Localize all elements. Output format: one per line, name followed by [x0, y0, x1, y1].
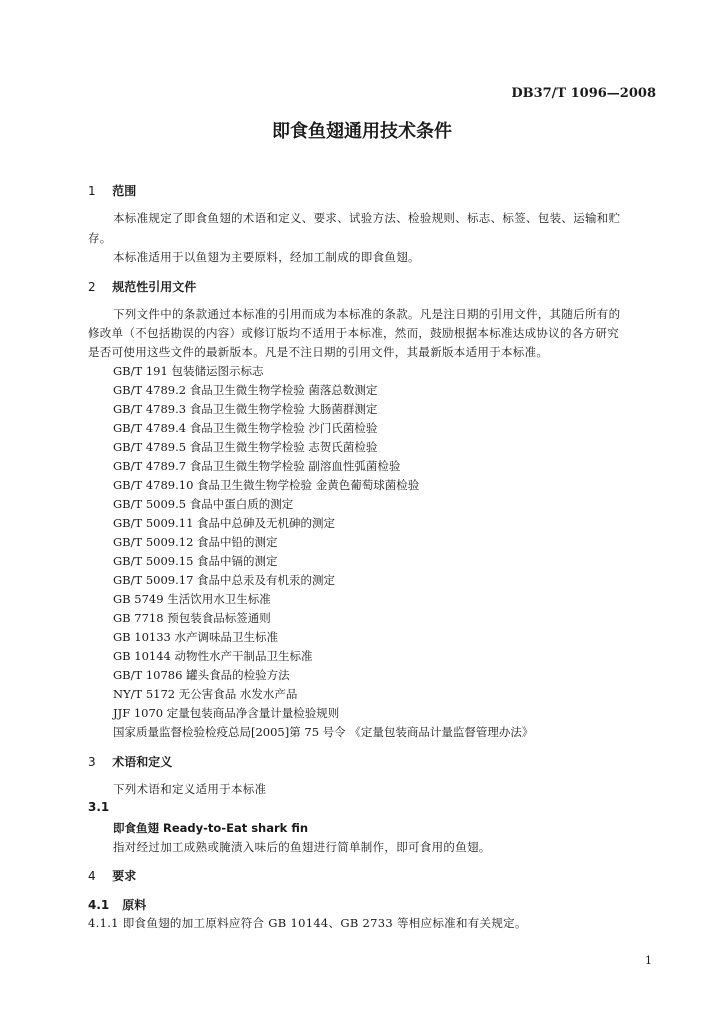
references-paragraph-line: 下列文件中的条款通过本标准的引用而成为本标准的条款。凡是注日期的引用文件，其随后所有的 — [113, 307, 621, 321]
definitions-intro: 下列术语和定义适用于本标准 — [113, 782, 267, 796]
section-2-heading — [88, 278, 196, 295]
requirement-item: 4.1.1 即食鱼翅的加工原料应符合 GB 10144、GB 2733 等相应标准和有关规定。 — [88, 916, 527, 930]
reference-item: GB/T 4789.5 食品卫生微生物学检验 志贺氏菌检验 — [113, 440, 378, 454]
reference-item: GB/T 5009.15 食品中镉的测定 — [113, 554, 278, 568]
subsection-title: 原料 — [122, 898, 147, 912]
term-definition: 指对经过加工成熟或腌渍入味后的鱼翅进行简单制作，即可食用的鱼翅。 — [113, 840, 491, 854]
section-4-heading — [88, 867, 136, 884]
reference-item: GB/T 10786 罐头食品的检验方法 — [113, 668, 290, 682]
reference-item: GB/T 4789.7 食品卫生微生物学检验 副溶血性弧菌检验 — [113, 459, 401, 473]
section-3-heading — [88, 753, 172, 770]
section-number: 4 — [88, 869, 96, 883]
reference-item: GB/T 5009.12 食品中铅的测定 — [113, 535, 278, 549]
reference-item: GB/T 4789.4 食品卫生微生物学检验 沙门氏菌检验 — [113, 421, 378, 435]
reference-item: GB 5749 生活饮用水卫生标准 — [113, 592, 271, 606]
section-title: 规范性引用文件 — [112, 280, 197, 294]
reference-item: 国家质量监督检验检疫总局[2005]第 75 号令 《定量包装商品计量监督管理办法》 — [113, 725, 534, 739]
section-number: 1 — [88, 184, 96, 198]
term-entry: 即食鱼翅 Ready-to-Eat shark fin — [113, 821, 309, 835]
scope-paragraph: 本标准适用于以鱼翅为主要原料，经加工制成的即食鱼翅。 — [113, 250, 420, 264]
reference-item: GB/T 5009.5 食品中蛋白质的测定 — [113, 497, 294, 511]
reference-item: JJF 1070 定量包装商品净含量计量检验规则 — [113, 706, 340, 720]
reference-item: GB 10133 水产调味品卫生标准 — [113, 630, 279, 644]
scope-paragraph-line: 本标准规定了即食鱼翅的术语和定义、要求、试验方法、检验规则、标志、标签、包装、运输和贮 — [113, 211, 621, 225]
section-number: 3 — [88, 755, 96, 769]
subsection-number: 3.1 — [88, 800, 110, 814]
reference-item: GB/T 4789.10 食品卫生微生物学检验 金黄色葡萄球菌检验 — [113, 478, 420, 492]
references-paragraph-line: 修改单（不包括勘误的内容）或修订版均不适用于本标准，然而，鼓励根据本标准达成协议的各方研究 — [88, 326, 619, 340]
section-1-heading — [88, 182, 136, 199]
reference-item: GB/T 191 包装储运图示标志 — [113, 364, 264, 378]
reference-item: GB/T 4789.2 食品卫生微生物学检验 菌落总数测定 — [113, 383, 378, 397]
section-title: 范围 — [112, 184, 137, 198]
section-title: 要求 — [112, 869, 137, 883]
reference-item: NY/T 5172 无公害食品 水发水产品 — [113, 687, 298, 701]
reference-item: GB 7718 预包装食品标签通则 — [113, 611, 271, 625]
standard-code: DB37/T 1096—2008 — [511, 86, 656, 101]
reference-item: GB/T 4789.3 食品卫生微生物学检验 大肠菌群测定 — [113, 402, 378, 416]
subsection-4-1-heading — [88, 896, 146, 913]
section-number: 2 — [88, 280, 96, 294]
scope-paragraph-line: 存。 — [88, 231, 112, 245]
page-number: 1 — [645, 954, 652, 967]
reference-item: GB/T 5009.17 食品中总汞及有机汞的测定 — [113, 573, 336, 587]
subsection-number: 4.1 — [88, 898, 110, 912]
document-title: 即食鱼翅通用技术条件 — [272, 121, 452, 142]
references-paragraph-line: 是否可使用这些文件的最新版本。凡是不注日期的引用文件，其最新版本适用于本标准。 — [88, 345, 549, 359]
reference-item: GB/T 5009.11 食品中总砷及无机砷的测定 — [113, 516, 336, 530]
reference-item: GB 10144 动物性水产干制品卫生标准 — [113, 649, 313, 663]
section-title: 术语和定义 — [112, 755, 173, 769]
